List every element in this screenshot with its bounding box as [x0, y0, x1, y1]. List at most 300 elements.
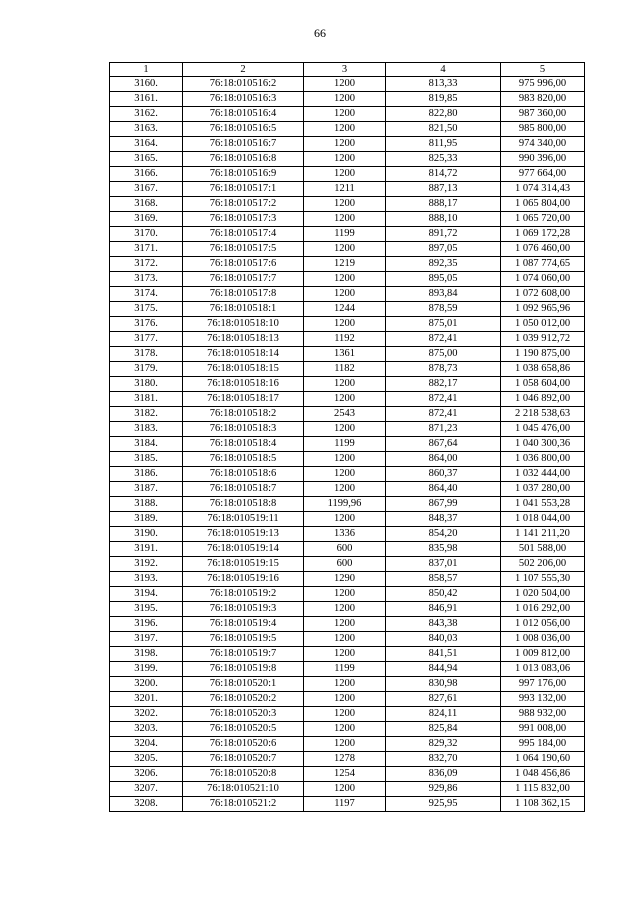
table-row — [110, 182, 585, 197]
value-cell: 1 074 314,43 — [501, 182, 585, 197]
area-cell: 1200 — [304, 242, 386, 257]
table-row — [110, 212, 585, 227]
table-row — [110, 527, 585, 542]
rate-cell: 878,59 — [386, 302, 501, 317]
rate-cell: 925,95 — [386, 797, 501, 812]
rate-cell: 827,61 — [386, 692, 501, 707]
value-cell: 1 115 832,00 — [501, 782, 585, 797]
cadastral-number-cell: 76:18:010520:5 — [183, 722, 304, 737]
area-cell: 1192 — [304, 332, 386, 347]
rate-cell: 888,17 — [386, 197, 501, 212]
table-row — [110, 707, 585, 722]
table-row — [110, 677, 585, 692]
value-cell: 991 008,00 — [501, 722, 585, 737]
cadastral-number-cell: 76:18:010520:6 — [183, 737, 304, 752]
rate-cell: 846,91 — [386, 602, 501, 617]
table-row — [110, 122, 585, 137]
rate-cell: 872,41 — [386, 407, 501, 422]
table-row — [110, 302, 585, 317]
row-number-cell: 3206. — [110, 767, 183, 782]
value-cell: 987 360,00 — [501, 107, 585, 122]
cadastral-number-cell: 76:18:010518:7 — [183, 482, 304, 497]
row-number-cell: 3194. — [110, 587, 183, 602]
cadastral-number-cell: 76:18:010516:4 — [183, 107, 304, 122]
cadastral-number-cell: 76:18:010518:8 — [183, 497, 304, 512]
row-number-cell: 3168. — [110, 197, 183, 212]
rate-cell: 891,72 — [386, 227, 501, 242]
row-number-cell: 3205. — [110, 752, 183, 767]
table-row — [110, 347, 585, 362]
cadastral-number-cell: 76:18:010517:4 — [183, 227, 304, 242]
table-row — [110, 257, 585, 272]
area-cell: 1200 — [304, 737, 386, 752]
rate-cell: 897,05 — [386, 242, 501, 257]
rate-cell: 888,10 — [386, 212, 501, 227]
cadastral-number-cell: 76:18:010516:3 — [183, 92, 304, 107]
rate-cell: 858,57 — [386, 572, 501, 587]
row-number-cell: 3182. — [110, 407, 183, 422]
value-cell: 993 132,00 — [501, 692, 585, 707]
table-row — [110, 542, 585, 557]
area-cell: 600 — [304, 542, 386, 557]
area-cell: 1200 — [304, 602, 386, 617]
area-cell: 1361 — [304, 347, 386, 362]
value-cell: 1 009 812,00 — [501, 647, 585, 662]
row-number-cell: 3183. — [110, 422, 183, 437]
row-number-cell: 3188. — [110, 497, 183, 512]
table-header — [110, 63, 585, 77]
area-cell: 1200 — [304, 107, 386, 122]
area-cell: 1200 — [304, 632, 386, 647]
value-cell: 1 064 190,60 — [501, 752, 585, 767]
rate-cell: 841,51 — [386, 647, 501, 662]
table-row — [110, 482, 585, 497]
cadastral-number-cell: 76:18:010519:4 — [183, 617, 304, 632]
cadastral-number-cell: 76:18:010519:7 — [183, 647, 304, 662]
area-cell: 1200 — [304, 452, 386, 467]
cadastral-number-cell: 76:18:010519:11 — [183, 512, 304, 527]
cadastral-number-cell: 76:18:010517:5 — [183, 242, 304, 257]
cadastral-number-cell: 76:18:010519:8 — [183, 662, 304, 677]
cadastral-number-cell: 76:18:010516:7 — [183, 137, 304, 152]
rate-cell: 875,01 — [386, 317, 501, 332]
table-row — [110, 602, 585, 617]
cadastral-number-cell: 76:18:010519:16 — [183, 572, 304, 587]
table-row — [110, 287, 585, 302]
cadastral-number-cell: 76:18:010518:10 — [183, 317, 304, 332]
value-cell: 1 037 280,00 — [501, 482, 585, 497]
cadastral-number-cell: 76:18:010518:3 — [183, 422, 304, 437]
cadastral-number-cell: 76:18:010518:6 — [183, 467, 304, 482]
rate-cell: 872,41 — [386, 332, 501, 347]
table-row — [110, 272, 585, 287]
area-cell: 1200 — [304, 617, 386, 632]
row-number-cell: 3179. — [110, 362, 183, 377]
value-cell: 1 039 912,72 — [501, 332, 585, 347]
row-number-cell: 3200. — [110, 677, 183, 692]
cadastral-number-cell: 76:18:010516:2 — [183, 77, 304, 92]
value-cell: 501 588,00 — [501, 542, 585, 557]
value-cell: 1 072 608,00 — [501, 287, 585, 302]
page-number: 66 — [314, 26, 326, 40]
area-cell: 1200 — [304, 377, 386, 392]
value-cell: 1 008 036,00 — [501, 632, 585, 647]
row-number-cell: 3195. — [110, 602, 183, 617]
cadastral-number-cell: 76:18:010520:7 — [183, 752, 304, 767]
row-number-cell: 3173. — [110, 272, 183, 287]
table-row — [110, 107, 585, 122]
table-row — [110, 572, 585, 587]
value-cell: 1 065 720,00 — [501, 212, 585, 227]
rate-cell: 929,86 — [386, 782, 501, 797]
row-number-cell: 3167. — [110, 182, 183, 197]
cadastral-number-cell: 76:18:010518:5 — [183, 452, 304, 467]
row-number-cell: 3187. — [110, 482, 183, 497]
area-cell: 1200 — [304, 587, 386, 602]
cadastral-number-cell: 76:18:010518:4 — [183, 437, 304, 452]
table-row — [110, 407, 585, 422]
rate-cell: 840,03 — [386, 632, 501, 647]
area-cell: 1200 — [304, 467, 386, 482]
row-number-cell: 3163. — [110, 122, 183, 137]
value-cell: 1 036 800,00 — [501, 452, 585, 467]
cadastral-number-cell: 76:18:010516:9 — [183, 167, 304, 182]
row-number-cell: 3192. — [110, 557, 183, 572]
table-row — [110, 362, 585, 377]
cadastral-number-cell: 76:18:010517:6 — [183, 257, 304, 272]
table-row — [110, 437, 585, 452]
rate-cell: 822,80 — [386, 107, 501, 122]
value-cell: 985 800,00 — [501, 122, 585, 137]
cadastral-number-cell: 76:18:010520:2 — [183, 692, 304, 707]
value-cell: 1 016 292,00 — [501, 602, 585, 617]
rate-cell: 854,20 — [386, 527, 501, 542]
area-cell: 1200 — [304, 137, 386, 152]
area-cell: 1244 — [304, 302, 386, 317]
column-header: 4 — [386, 63, 501, 77]
table-row — [110, 452, 585, 467]
value-cell: 988 932,00 — [501, 707, 585, 722]
area-cell: 1200 — [304, 392, 386, 407]
row-number-cell: 3175. — [110, 302, 183, 317]
value-cell: 1 045 476,00 — [501, 422, 585, 437]
rate-cell: 832,70 — [386, 752, 501, 767]
rate-cell: 875,00 — [386, 347, 501, 362]
value-cell: 983 820,00 — [501, 92, 585, 107]
row-number-cell: 3169. — [110, 212, 183, 227]
row-number-cell: 3193. — [110, 572, 183, 587]
area-cell: 1200 — [304, 692, 386, 707]
table-row — [110, 782, 585, 797]
value-cell: 1 013 083,06 — [501, 662, 585, 677]
row-number-cell: 3170. — [110, 227, 183, 242]
rate-cell: 837,01 — [386, 557, 501, 572]
table-row — [110, 422, 585, 437]
area-cell: 1200 — [304, 482, 386, 497]
value-cell: 997 176,00 — [501, 677, 585, 692]
cadastral-number-cell: 76:18:010518:16 — [183, 377, 304, 392]
area-cell: 1200 — [304, 512, 386, 527]
rate-cell: 850,42 — [386, 587, 501, 602]
value-cell: 1 069 172,28 — [501, 227, 585, 242]
rate-cell: 811,95 — [386, 137, 501, 152]
table-row — [110, 752, 585, 767]
table-row — [110, 587, 585, 602]
table-row — [110, 617, 585, 632]
row-number-cell: 3174. — [110, 287, 183, 302]
cadastral-number-cell: 76:18:010517:1 — [183, 182, 304, 197]
rate-cell: 872,41 — [386, 392, 501, 407]
row-number-cell: 3191. — [110, 542, 183, 557]
table-row — [110, 167, 585, 182]
value-cell: 1 107 555,30 — [501, 572, 585, 587]
data-table — [109, 62, 585, 812]
value-cell: 1 020 504,00 — [501, 587, 585, 602]
value-cell: 1 058 604,00 — [501, 377, 585, 392]
row-number-cell: 3203. — [110, 722, 183, 737]
cadastral-number-cell: 76:18:010516:5 — [183, 122, 304, 137]
table-row — [110, 632, 585, 647]
rate-cell: 864,40 — [386, 482, 501, 497]
area-cell: 1200 — [304, 197, 386, 212]
value-cell: 1 032 444,00 — [501, 467, 585, 482]
row-number-cell: 3204. — [110, 737, 183, 752]
value-cell: 995 184,00 — [501, 737, 585, 752]
rate-cell: 821,50 — [386, 122, 501, 137]
area-cell: 1200 — [304, 92, 386, 107]
area-cell: 2543 — [304, 407, 386, 422]
value-cell: 1 012 056,00 — [501, 617, 585, 632]
rate-cell: 835,98 — [386, 542, 501, 557]
row-number-cell: 3189. — [110, 512, 183, 527]
row-number-cell: 3165. — [110, 152, 183, 167]
table-row — [110, 767, 585, 782]
row-number-cell: 3162. — [110, 107, 183, 122]
table-row — [110, 77, 585, 92]
area-cell: 1200 — [304, 422, 386, 437]
area-cell: 1200 — [304, 647, 386, 662]
rate-cell: 819,85 — [386, 92, 501, 107]
table-row — [110, 377, 585, 392]
area-cell: 1200 — [304, 317, 386, 332]
table-row — [110, 227, 585, 242]
area-cell: 1200 — [304, 122, 386, 137]
value-cell: 1 108 362,15 — [501, 797, 585, 812]
row-number-cell: 3197. — [110, 632, 183, 647]
rate-cell: 867,99 — [386, 497, 501, 512]
cadastral-number-cell: 76:18:010517:3 — [183, 212, 304, 227]
table-row — [110, 797, 585, 812]
rate-cell: 825,84 — [386, 722, 501, 737]
rate-cell: 878,73 — [386, 362, 501, 377]
row-number-cell: 3180. — [110, 377, 183, 392]
table-row — [110, 722, 585, 737]
value-cell: 1 046 892,00 — [501, 392, 585, 407]
value-cell: 2 218 538,63 — [501, 407, 585, 422]
value-cell: 974 340,00 — [501, 137, 585, 152]
cadastral-number-cell: 76:18:010519:14 — [183, 542, 304, 557]
row-number-cell: 3198. — [110, 647, 183, 662]
area-cell: 1200 — [304, 167, 386, 182]
rate-cell: 864,00 — [386, 452, 501, 467]
table-row — [110, 737, 585, 752]
area-cell: 1278 — [304, 752, 386, 767]
row-number-cell: 3184. — [110, 437, 183, 452]
area-cell: 1219 — [304, 257, 386, 272]
value-cell: 1 141 211,20 — [501, 527, 585, 542]
table-row — [110, 647, 585, 662]
row-number-cell: 3181. — [110, 392, 183, 407]
row-number-cell: 3176. — [110, 317, 183, 332]
cadastral-number-cell: 76:18:010518:14 — [183, 347, 304, 362]
row-number-cell: 3207. — [110, 782, 183, 797]
cadastral-number-cell: 76:18:010518:15 — [183, 362, 304, 377]
area-cell: 1200 — [304, 677, 386, 692]
rate-cell: 844,94 — [386, 662, 501, 677]
area-cell: 1200 — [304, 77, 386, 92]
value-cell: 975 996,00 — [501, 77, 585, 92]
area-cell: 1200 — [304, 212, 386, 227]
area-cell: 1182 — [304, 362, 386, 377]
value-cell: 1 018 044,00 — [501, 512, 585, 527]
area-cell: 1197 — [304, 797, 386, 812]
value-cell: 502 206,00 — [501, 557, 585, 572]
value-cell: 977 664,00 — [501, 167, 585, 182]
table-row — [110, 332, 585, 347]
value-cell: 990 396,00 — [501, 152, 585, 167]
row-number-cell: 3208. — [110, 797, 183, 812]
rate-cell: 867,64 — [386, 437, 501, 452]
row-number-cell: 3185. — [110, 452, 183, 467]
area-cell: 1254 — [304, 767, 386, 782]
rate-cell: 848,37 — [386, 512, 501, 527]
area-cell: 1199 — [304, 437, 386, 452]
row-number-cell: 3178. — [110, 347, 183, 362]
value-cell: 1 092 965,96 — [501, 302, 585, 317]
area-cell: 1200 — [304, 782, 386, 797]
area-cell: 600 — [304, 557, 386, 572]
rate-cell: 893,84 — [386, 287, 501, 302]
area-cell: 1199,96 — [304, 497, 386, 512]
cadastral-number-cell: 76:18:010516:8 — [183, 152, 304, 167]
cadastral-number-cell: 76:18:010517:2 — [183, 197, 304, 212]
rate-cell: 843,38 — [386, 617, 501, 632]
rate-cell: 836,09 — [386, 767, 501, 782]
rate-cell: 871,23 — [386, 422, 501, 437]
rate-cell: 813,33 — [386, 77, 501, 92]
rate-cell: 829,32 — [386, 737, 501, 752]
table-row — [110, 692, 585, 707]
area-cell: 1200 — [304, 272, 386, 287]
area-cell: 1336 — [304, 527, 386, 542]
table-row — [110, 467, 585, 482]
cadastral-number-cell: 76:18:010518:2 — [183, 407, 304, 422]
value-cell: 1 076 460,00 — [501, 242, 585, 257]
area-cell: 1211 — [304, 182, 386, 197]
row-number-cell: 3190. — [110, 527, 183, 542]
table-row — [110, 92, 585, 107]
area-cell: 1200 — [304, 707, 386, 722]
row-number-cell: 3202. — [110, 707, 183, 722]
cadastral-number-cell: 76:18:010519:2 — [183, 587, 304, 602]
rate-cell: 814,72 — [386, 167, 501, 182]
cadastral-number-cell: 76:18:010519:13 — [183, 527, 304, 542]
table-row — [110, 152, 585, 167]
area-cell: 1199 — [304, 227, 386, 242]
cadastral-number-cell: 76:18:010518:13 — [183, 332, 304, 347]
cadastral-number-cell: 76:18:010519:15 — [183, 557, 304, 572]
row-number-cell: 3201. — [110, 692, 183, 707]
cadastral-number-cell: 76:18:010520:3 — [183, 707, 304, 722]
cadastral-number-cell: 76:18:010517:8 — [183, 287, 304, 302]
table-row — [110, 317, 585, 332]
row-number-cell: 3161. — [110, 92, 183, 107]
cadastral-number-cell: 76:18:010517:7 — [183, 272, 304, 287]
rate-cell: 825,33 — [386, 152, 501, 167]
value-cell: 1 190 875,00 — [501, 347, 585, 362]
table-row — [110, 197, 585, 212]
table-row — [110, 137, 585, 152]
table-row — [110, 512, 585, 527]
rate-cell: 824,11 — [386, 707, 501, 722]
value-cell: 1 087 774,65 — [501, 257, 585, 272]
rate-cell: 882,17 — [386, 377, 501, 392]
row-number-cell: 3177. — [110, 332, 183, 347]
cadastral-number-cell: 76:18:010520:1 — [183, 677, 304, 692]
value-cell: 1 048 456,86 — [501, 767, 585, 782]
table-body — [110, 77, 585, 812]
row-number-cell: 3164. — [110, 137, 183, 152]
rate-cell: 830,98 — [386, 677, 501, 692]
table-row — [110, 392, 585, 407]
area-cell: 1290 — [304, 572, 386, 587]
header-row — [110, 63, 585, 77]
column-header: 3 — [304, 63, 386, 77]
cadastral-number-cell: 76:18:010520:8 — [183, 767, 304, 782]
value-cell: 1 074 060,00 — [501, 272, 585, 287]
row-number-cell: 3196. — [110, 617, 183, 632]
area-cell: 1199 — [304, 662, 386, 677]
column-header: 5 — [501, 63, 585, 77]
column-header: 1 — [110, 63, 183, 77]
cadastral-number-cell: 76:18:010521:2 — [183, 797, 304, 812]
table-row — [110, 242, 585, 257]
row-number-cell: 3171. — [110, 242, 183, 257]
value-cell: 1 041 553,28 — [501, 497, 585, 512]
value-cell: 1 040 300,36 — [501, 437, 585, 452]
row-number-cell: 3199. — [110, 662, 183, 677]
rate-cell: 892,35 — [386, 257, 501, 272]
cadastral-number-cell: 76:18:010518:17 — [183, 392, 304, 407]
area-cell: 1200 — [304, 287, 386, 302]
value-cell: 1 038 658,86 — [501, 362, 585, 377]
cadastral-number-cell: 76:18:010518:1 — [183, 302, 304, 317]
column-header: 2 — [183, 63, 304, 77]
value-cell: 1 065 804,00 — [501, 197, 585, 212]
cadastral-number-cell: 76:18:010519:5 — [183, 632, 304, 647]
row-number-cell: 3172. — [110, 257, 183, 272]
value-cell: 1 050 012,00 — [501, 317, 585, 332]
table-row — [110, 557, 585, 572]
rate-cell: 895,05 — [386, 272, 501, 287]
row-number-cell: 3160. — [110, 77, 183, 92]
cadastral-number-cell: 76:18:010519:3 — [183, 602, 304, 617]
area-cell: 1200 — [304, 152, 386, 167]
rate-cell: 860,37 — [386, 467, 501, 482]
rate-cell: 887,13 — [386, 182, 501, 197]
table-row — [110, 662, 585, 677]
row-number-cell: 3166. — [110, 167, 183, 182]
